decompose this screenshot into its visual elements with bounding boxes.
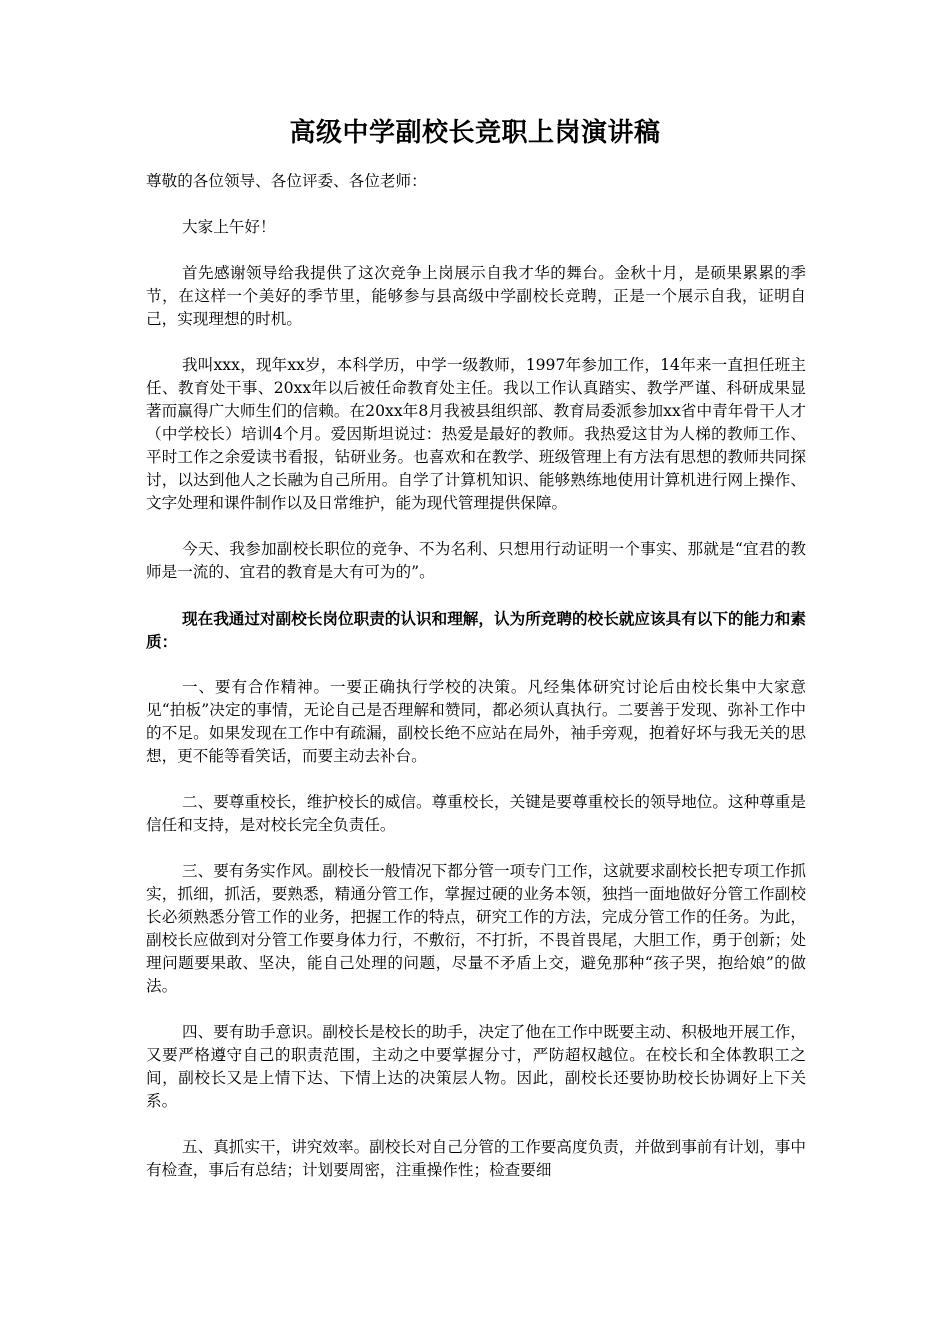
paragraph-point-1: 一、要有合作精神。一要正确执行学校的决策。凡经集体研究讨论后由校长集中大家意见“拍板”决定的事情，无论自己是否理解和赞同，都必须认真执行。二要善于发现、弥补工作中的不足。如果发现在工作中有疏漏，副校长绝不应站在局外，袖手旁观，抱着好坏与我无关的思想，更不能等看笑话，而要主动去补台。 bbox=[146, 678, 806, 765]
paragraph-self-introduction: 我叫xxx，现年xx岁，本科学历，中学一级教师，1997年参加工作，14年来一直担任班主任、教育处干事、20xx年以后被任命教育处主任。我以工作认真踏实、教学严谨、科研成果显著而赢得广大师生们的信赖。在20xx年8月我被县组织部、教育局委派参加xx省中青年骨干人才（中学校长）培训4个月。爱因斯坦说过：热爱是最好的教师。我热爱这甘为人梯的教师工作、平时工作之余爱读书看报，钻研业务。也喜欢和在教学、班级管理上有方法有思想的教师共同探讨，以达到他人之长融为自己所用。自学了计算机知识、能够熟练地使用计算机进行网上操作、文字处理和课件制作以及日常维护，能为现代管理提供保障。 bbox=[146, 356, 806, 512]
document-body bbox=[146, 170, 806, 1205]
paragraph-intro: 首先感谢领导给我提供了这次竞争上岗展示自我才华的舞台。金秋十月，是硕果累累的季节，在这样一个美好的季节里，能够参与县高级中学副校长竞聘，正是一个展示自我，证明自己，实现理想的时机。 bbox=[146, 264, 806, 328]
document-title: 高级中学副校长竞职上岗演讲稿 bbox=[289, 118, 661, 148]
salutation: 尊敬的各位领导、各位评委、各位老师： bbox=[146, 172, 427, 190]
paragraph-point-3: 三、要有务实作风。副校长一般情况下都分管一项专门工作，这就要求副校长把专项工作抓实，抓细，抓活，要熟悉，精通分管工作，掌握过硬的业务本领，独挡一面地做好分管工作副校长必须熟悉分管工作的业务，把握工作的特点，研究工作的方法，完成分管工作的任务。为此，副校长应做到对分管工作要身体力行，不敷衍，不打折，不畏首畏尾，大胆工作，勇于创新；处理问题要果敢、坚决，能自己处理的问题，尽量不矛盾上交，避免那种“孩子哭，抱给娘”的做法。 bbox=[146, 862, 806, 995]
paragraph-bold-heading: 现在我通过对副校长岗位职责的认识和理解，认为所竞聘的校长就应该具有以下的能力和素质： bbox=[146, 609, 806, 651]
paragraph-point-4: 四、要有助手意识。副校长是校长的助手，决定了他在工作中既要主动、积极地开展工作，又要严格遵守自己的职责范围，主动之中要掌握分寸，严防超权越位。在校长和全体教职工之间，副校长又是上情下达、下情上达的决策层人物。因此，副校长还要协助校长协调好上下关系。 bbox=[146, 1023, 806, 1110]
paragraph-point-2: 二、要尊重校长，维护校长的威信。尊重校长，关键是要尊重校长的领导地位。这种尊重是信任和支持，是对校长完全负责任。 bbox=[146, 793, 806, 834]
paragraph-motivation: 今天、我参加副校长职位的竞争、不为名利、只想用行动证明一个事实、那就是“宜君的教师是一流的、宜君的教育是大有可为的”。 bbox=[146, 540, 806, 581]
paragraph-point-5: 五、真抓实干，讲究效率。副校长对自己分管的工作要高度负责，并做到事前有计划，事中有检查，事后有总结；计划要周密，注重操作性；检查要细 bbox=[146, 1138, 806, 1179]
greeting: 大家上午好！ bbox=[182, 218, 276, 236]
